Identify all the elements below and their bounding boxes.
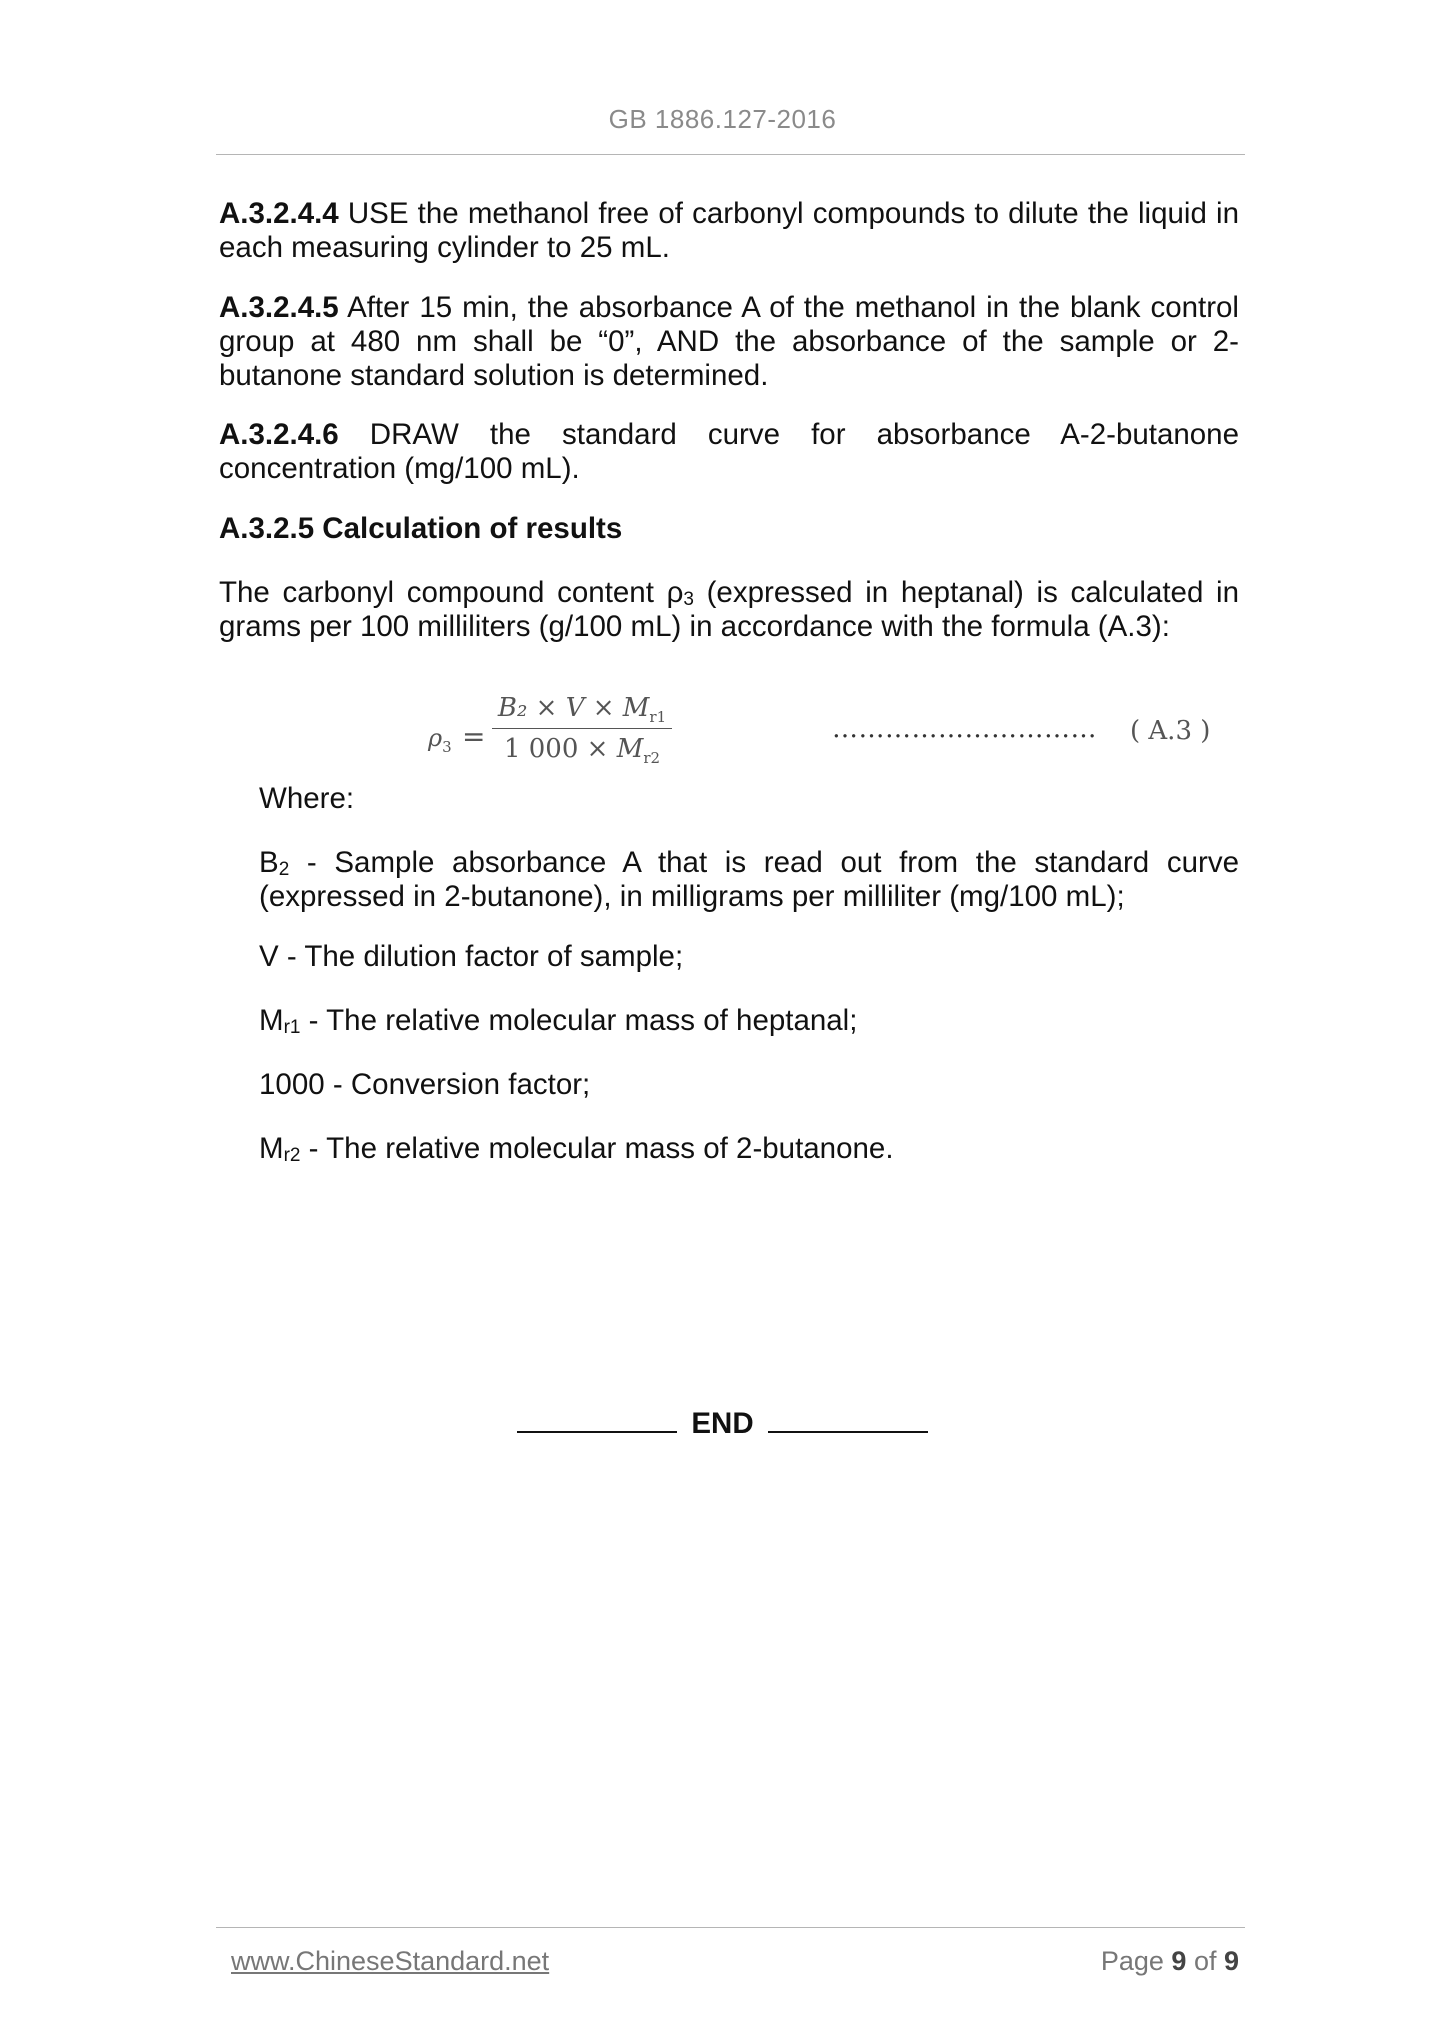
page-of: of xyxy=(1186,1946,1224,1976)
formula-equals: = xyxy=(462,720,486,753)
where-symbol-sub: 2 xyxy=(278,859,290,880)
formula-fraction xyxy=(492,690,672,767)
rho-subscript: 3 xyxy=(683,589,694,610)
where-symbol: V xyxy=(259,940,279,973)
where-label: Where: xyxy=(259,782,355,815)
intro-text-before: The carbonyl compound content ρ xyxy=(219,576,684,609)
where-description: - Conversion factor; xyxy=(324,1068,591,1101)
where-item xyxy=(259,846,1239,914)
section-heading: A.3.2.5 Calculation of results xyxy=(219,512,623,545)
formula-number: ( A.3 ) xyxy=(1130,716,1211,746)
where-item xyxy=(259,1132,1239,1166)
clause-a3245 xyxy=(219,291,1239,393)
end-marker xyxy=(0,1403,1445,1441)
where-symbol-sub: r1 xyxy=(283,1017,301,1038)
formula-leader-dots: ………………………… xyxy=(832,714,1097,744)
document-header: GB 1886.127-2016 xyxy=(608,104,837,134)
where-symbol: M xyxy=(259,1004,284,1037)
formula-denominator xyxy=(492,731,672,767)
where-symbol-sub: r2 xyxy=(283,1145,301,1166)
website-link[interactable]: www.ChineseStandard.net xyxy=(231,1946,550,1976)
end-rule-right xyxy=(768,1403,928,1433)
clause-number: A.3.2.4.4 xyxy=(219,197,339,230)
where-item xyxy=(259,1068,1239,1102)
clause-text: USE the methanol free of carbonyl compounds to dilute the liquid in each measuring cylinder to 25 mL. xyxy=(219,197,1239,264)
footer-rule xyxy=(216,1927,1245,1928)
intro-paragraph xyxy=(219,576,1239,644)
numerator-text: B₂ × V × M xyxy=(497,693,650,723)
where-symbol: B xyxy=(259,846,279,879)
intro-text-after: (expressed in heptanal) is calculated in grams per 100 milliliters (g/100 mL) in accordance with the formula (A.3): xyxy=(219,576,1239,643)
denominator-var: M xyxy=(616,734,644,764)
formula-rho-sub: 3 xyxy=(442,737,452,756)
clause-text: After 15 min, the absorbance A of the methanol in the blank control group at 480 nm shall be “0”, AND the absorbance of the sample or 2-butanone standard solution is determined. xyxy=(219,291,1239,392)
where-description: - The relative molecular mass of 2-butanone. xyxy=(300,1132,894,1165)
where-description: - The relative molecular mass of heptanal; xyxy=(300,1004,858,1037)
where-symbol: M xyxy=(259,1132,284,1165)
clause-number: A.3.2.4.5 xyxy=(219,291,339,324)
header-rule xyxy=(216,154,1245,155)
clause-a3244 xyxy=(219,197,1239,265)
end-rule-left xyxy=(517,1403,677,1433)
total-pages: 9 xyxy=(1223,1946,1239,1976)
denominator-sub: r2 xyxy=(643,749,661,768)
page-indicator xyxy=(1100,1946,1239,1977)
clause-text: DRAW the standard curve for absorbance A-2-butanone concentration (mg/100 mL). xyxy=(219,418,1239,485)
fraction-bar xyxy=(492,728,672,729)
where-item xyxy=(259,940,1239,974)
clause-number: A.3.2.4.6 xyxy=(219,418,339,451)
page-word: Page xyxy=(1100,1946,1172,1976)
where-item xyxy=(259,1004,1239,1038)
where-description: - Sample absorbance A that is read out from the standard curve (expressed in 2-butanone), in milligrams per milliliter (mg/100 mL); xyxy=(259,846,1239,913)
formula-lhs xyxy=(428,724,452,756)
formula-rho: ρ xyxy=(428,724,443,752)
current-page: 9 xyxy=(1171,1946,1187,1976)
clause-a3246 xyxy=(219,418,1239,486)
formula-numerator xyxy=(492,690,672,726)
end-label: END xyxy=(691,1407,754,1440)
formula-a3 xyxy=(428,690,1248,770)
where-description: - The dilution factor of sample; xyxy=(278,940,684,973)
numerator-sub: r1 xyxy=(649,708,667,727)
where-symbol: 1000 xyxy=(259,1068,325,1101)
denominator-number: 1 000 × xyxy=(503,734,617,764)
